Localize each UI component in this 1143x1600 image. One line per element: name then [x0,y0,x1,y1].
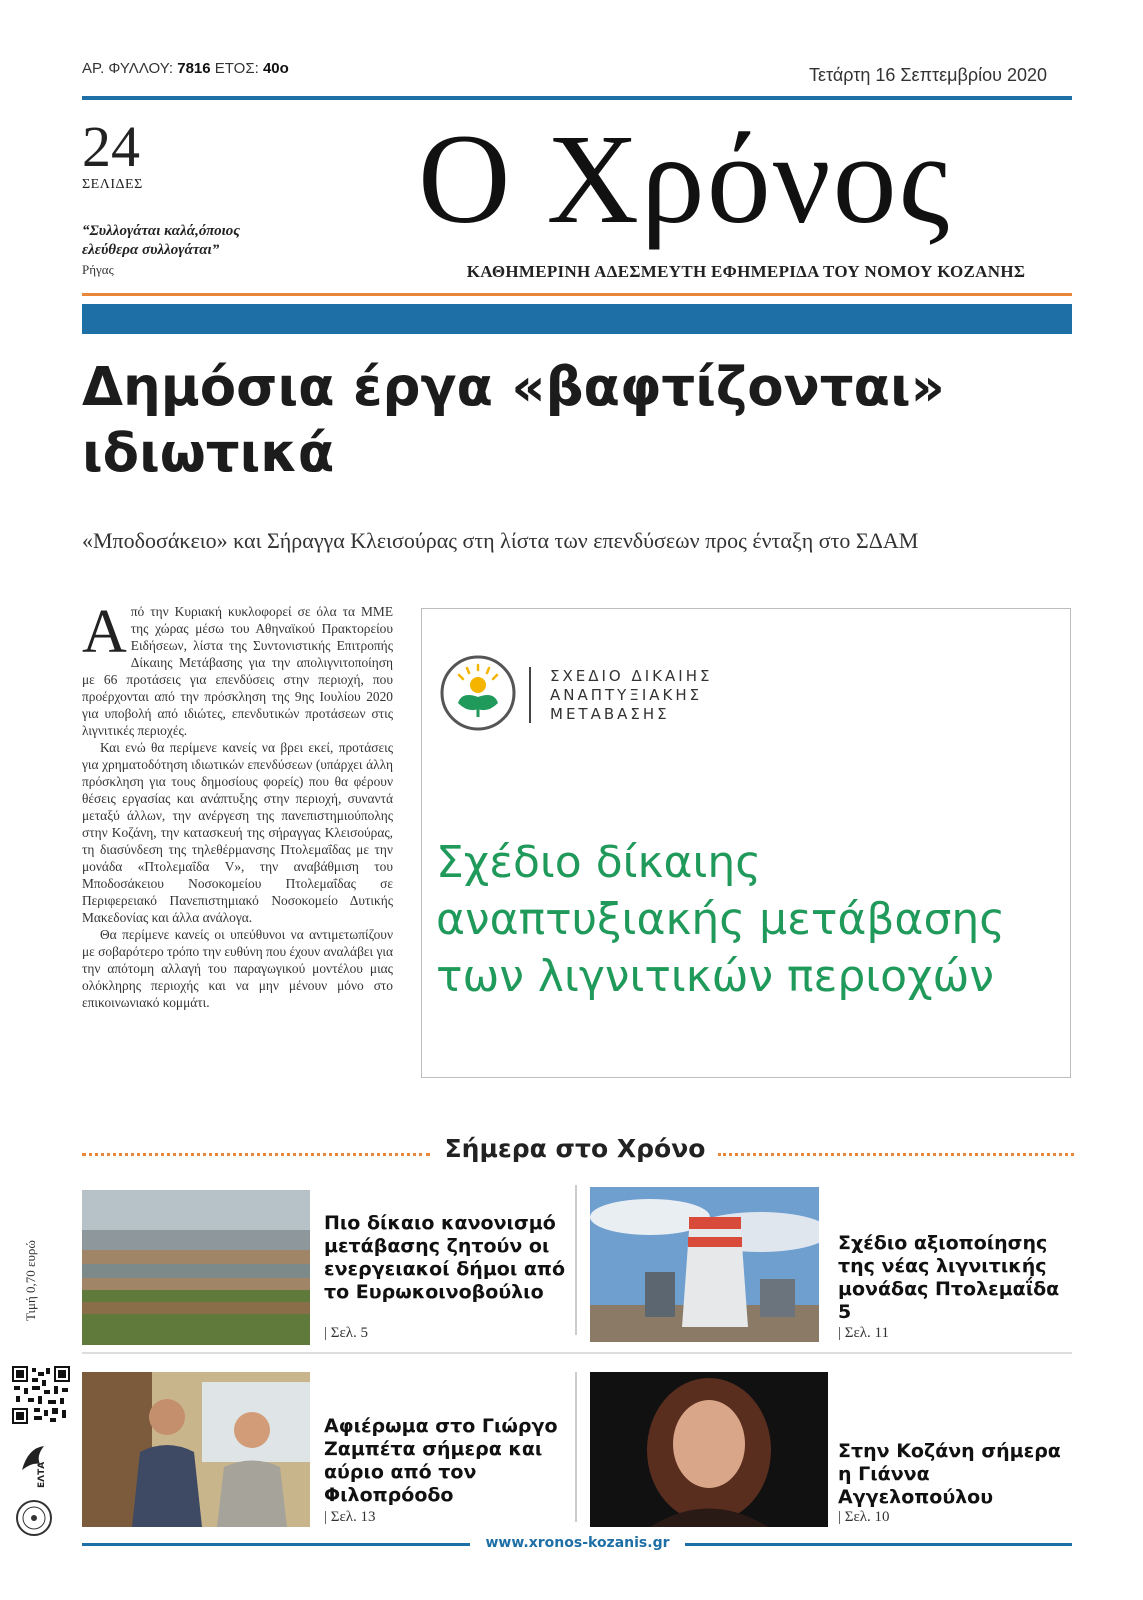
issue-date: Τετάρτη 16 Σεπτεμβρίου 2020 [809,65,1047,85]
pages-count: 24 [82,114,140,179]
website-link[interactable]: www.xronos-kozanis.gr [470,1535,685,1555]
slogan-line-3: των λιγνιτικών περιοχών [436,951,994,1002]
just-transition-ad[interactable] [421,608,1071,1078]
dotted-rule-left [82,1153,430,1156]
main-subhead: «Μποδοσάκειο» και Σήραγγα Κλεισούρας στη λίστα των επενδύσεων προς ένταξη στο ΣΔΑΜ [82,528,919,553]
elta-label: ΕΛΤΑ [37,1461,47,1488]
motto-quote: “Συλλογάται καλά,όποιος ελεύθερα συλλογάται” [82,223,240,258]
issue-label: ΑΡ. ΦΥΛΛΟΥ: [82,60,174,77]
main-headline[interactable] [82,355,1082,487]
story-4-page: | Σελ. 10 [838,1509,890,1525]
article-paragraph-3: Θα περίμενε κανείς οι υπεύθυνοι να αντιμετωπίζουν με σοβαρότερο τρόπο την ευθύνη που έχουν αναλάβει για την απότομη αλλαγή του παραγωγικού μοντέλου μιας ολόκληρης περιοχής και να μην μένουν μόνο στο επικοινωνιακό κομμάτι. [82,927,393,1010]
ad-logo-text [550,667,712,724]
stamp-seal-icon [14,1498,54,1538]
logo-line-3: ΜΕΤΑΒΑΣΗΣ [550,705,670,723]
story-3-title[interactable]: Αφιέρωμα στο Γιώργο Ζαμπέτα σήμερα και αύριο από τον Φιλοπρόοδο [324,1415,558,1506]
woman-portrait-photo[interactable] [590,1372,828,1527]
dotted-rule-right [718,1153,1074,1156]
headline-line-2: ιδιωτικά [82,423,335,484]
issue-number: 7816 [177,60,211,77]
elta-logo-icon [14,1440,58,1490]
article-paragraph-2: Και ενώ θα περίμενε κανείς να βρει εκεί, προτάσεις για χρηματοδότηση ιδιωτικών επενδύσεων (υπάρχει άλλη πρόσκληση για τους δημοσίους φορείς) που θα φέρουν θέσεις εργασίας και ανάπτυξης στην περιοχή, συναντά μεταξύ άλλων, την ανέργεση της πανεπιστημιούπολης στην Κοζάνη, την κατασκευή της σήραγγας Κλεισούρας, τη διασύνδεση της τηλεθέρμανσης Πτολεμαΐδας με την μονάδα «Πτολεμαΐδα V», την αναβάθμιση του Μποδοσάκειου Νοσοκομείου Πτολεμαΐδας σε Περιφερειακό Πανεπιστημιακό Νοσοκομείο Δυτικής Μακεδονίας και άλλα ανάλογα. [82,740,393,925]
price-label [16,1200,46,1330]
story-1-page: | Σελ. 5 [324,1325,369,1341]
drop-cap: Α [82,598,127,666]
headline-line-1: Δημόσια έργα «βαφτίζονται» [82,357,945,418]
paragraph-1-text: πό την Κυριακή κυκλοφορεί σε όλα τα ΜΜΕ της χώρας μέσω του Αθηναϊκού Πρακτορείου Ειδήσεων, λίστα της Συντονιστικής Επιτροπής Δίκαιης Μετάβασης για την απολιγνιτοποίηση με 66 προτάσεις για επενδύσεις στην περιοχή, που προέρχονται από την πρόσκληση της 9ης Ιουλίου 2020 για υποβολή από ιδιώτες, επενδυτικών προτάσεων στις λιγνιτικές περιοχές. [82,604,393,738]
masthead-tagline: ΚΑΘΗΜΕΡΙΝΗ ΑΔΕΣΜΕΥΤΗ ΕΦΗΜΕΡΙΔΑ ΤΟΥ ΝΟΜΟΥ ΚΟΖΑΝΗΣ [466,262,1026,281]
logo-divider [529,667,531,723]
row-divider [82,1352,1072,1354]
ad-slogan [436,834,1066,1005]
main-article [82,598,393,1011]
motto-author: Ρήγας [82,262,114,277]
story-3-page: | Σελ. 13 [324,1509,376,1525]
sun-sprout-icon [438,653,518,733]
column-divider-top [575,1185,577,1335]
year-number: 40ο [262,60,289,77]
orange-rule [82,293,1072,296]
story-2-title[interactable]: Σχέδιο αξιοποίησης της νέας λιγνιτικής μονάδας Πτολεμαΐδα 5 [838,1232,1060,1323]
slogan-line-1: Σχέδιο δίκαιης [436,837,762,888]
logo-line-1: ΣΧΕΔΙΟ ΔΙΚΑΙΗΣ [550,667,713,685]
pages-label: ΣΕΛΙΔΕΣ [82,177,143,192]
story-1-title[interactable]: Πιο δίκαιο κανονισμό μετάβασης ζητούν οι ενεργειακοί δήμοι από το Ευρωκοινοβούλιο [324,1212,566,1303]
slogan-line-2: αναπτυξιακής μετάβασης [436,894,1006,945]
lignite-mine-photo[interactable] [82,1190,310,1345]
today-heading: Σήμερα στο Χρόνο [444,1134,706,1163]
article-paragraph-1 [82,598,393,739]
blue-band [82,304,1072,334]
two-men-photo[interactable] [82,1372,310,1527]
masthead-title: Ο Χρόνος [418,108,952,250]
issue-info [82,60,289,77]
column-divider-bottom [575,1372,577,1522]
power-plant-photo[interactable] [590,1187,819,1342]
qr-code-icon[interactable] [12,1366,70,1424]
top-rule [82,96,1072,100]
story-4-title[interactable]: Στην Κοζάνη σήμερα η Γιάννα Αγγελοπούλου [838,1440,1061,1508]
logo-line-2: ΑΝΑΠΤΥΞΙΑΚΗΣ [550,686,703,704]
year-label: ΕΤΟΣ: [214,60,259,77]
price-text: Τιμή 0,70 ευρώ [23,1240,38,1321]
story-2-page: | Σελ. 11 [838,1325,889,1341]
